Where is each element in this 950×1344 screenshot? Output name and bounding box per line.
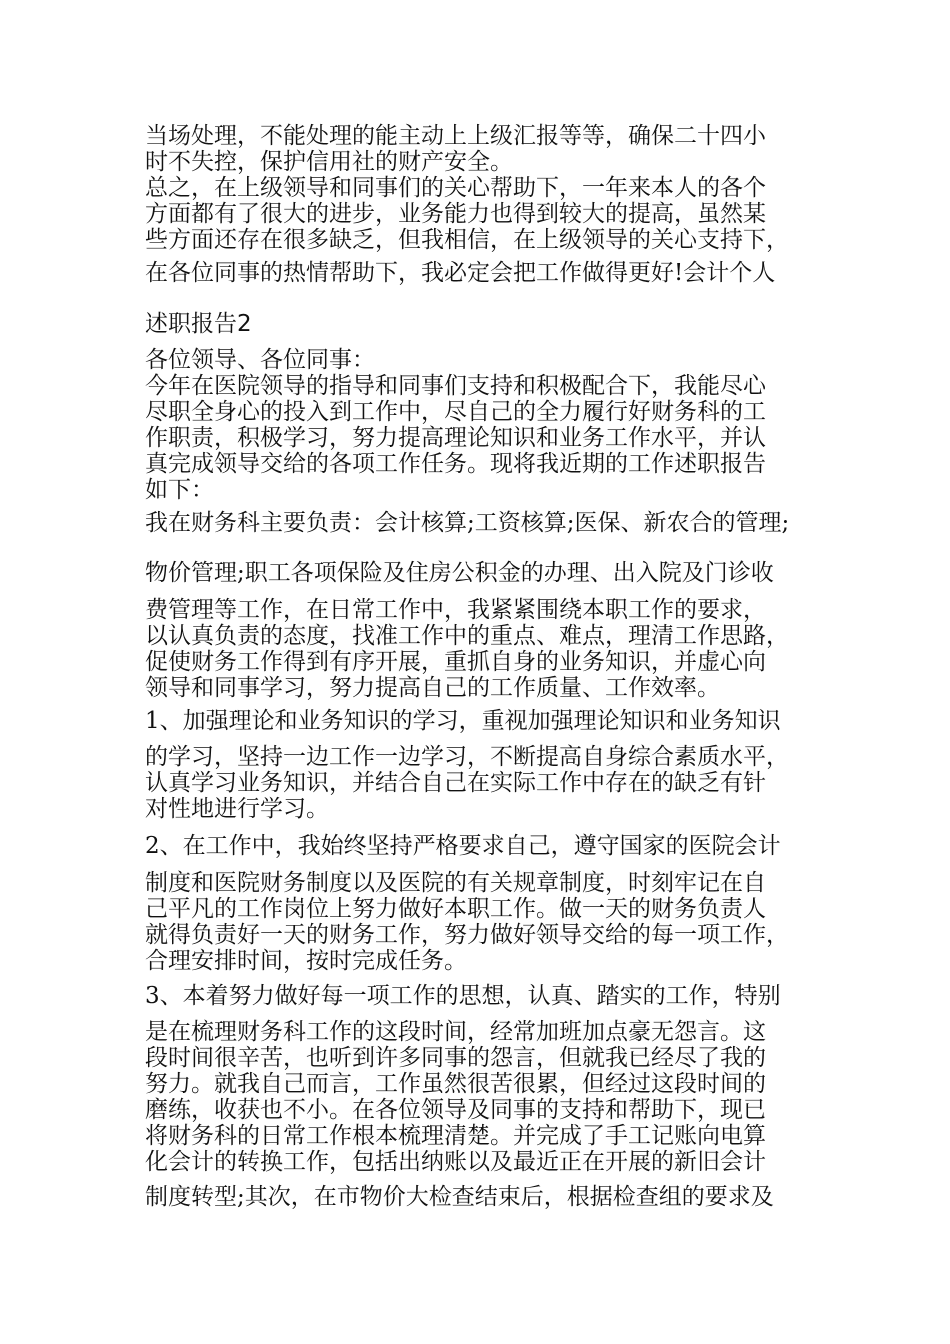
text-line: 如下：: [145, 477, 214, 503]
text-line: 总之，在上级领导和同事们的关心帮助下，一年来本人的各个: [145, 175, 766, 201]
text-line: 努力。就我自己而言，工作虽然很苦很累，但经过这段时间的: [145, 1071, 766, 1097]
text-line: 的学习，坚持一边工作一边学习，不断提高自身综合素质水平，: [145, 744, 789, 770]
text-line: 1、加强理论和业务知识的学习，重视加强理论知识和业务知识: [145, 708, 781, 734]
section-heading: [145, 311, 825, 337]
paragraph-16: [145, 1184, 825, 1210]
text-line: 作职责，积极学习，努力提高理论知识和业务工作水平，并认: [145, 425, 766, 451]
text-line: 尽职全身心的投入到工作中，尽自己的全力履行好财务科的工: [145, 399, 766, 425]
text-line: 合理安排时间，按时完成任务。: [145, 948, 467, 974]
text-line: 在各位同事的热情帮助下，我必定会把工作做得更好!会计个人: [145, 260, 776, 286]
paragraph-10: [145, 708, 825, 734]
text-line: 方面都有了很大的进步，业务能力也得到较大的提高，虽然某: [145, 201, 766, 227]
paragraph-6: [145, 373, 825, 503]
text-line: 时不失控，保护信用社的财产安全。: [145, 149, 513, 175]
text-line: 2、在工作中，我始终坚持严格要求自己，遵守国家的医院会计: [145, 833, 781, 859]
text-line: 将财务科的日常工作根本梳理清楚。并完成了手工记账向电算: [145, 1123, 766, 1149]
paragraph-2: [145, 175, 825, 253]
text-line: 促使财务工作得到有序开展，重抓自身的业务知识，并虚心向: [145, 649, 766, 675]
heading-text: 述职报告2: [145, 311, 252, 337]
text-line: 磨练，收获也不小。在各位领导及同事的支持和帮助下，现已: [145, 1097, 766, 1123]
paragraph-13: [145, 870, 825, 974]
text-line: 费管理等工作，在日常工作中，我紧紧围绕本职工作的要求，: [145, 597, 766, 623]
paragraph-9: [145, 597, 825, 701]
text-line: 认真学习业务知识，并结合自己在实际工作中存在的缺乏有针: [145, 770, 766, 796]
paragraph-14: [145, 983, 825, 1009]
paragraph-1: [145, 123, 825, 175]
text-line: 以认真负责的态度，找准工作中的重点、难点，理清工作思路，: [145, 623, 789, 649]
text-line: 领导和同事学习，努力提高自己的工作质量、工作效率。: [145, 675, 720, 701]
paragraph-12: [145, 833, 825, 859]
text-line: 我在财务科主要负责：会计核算;工资核算;医保、新农合的管理;: [145, 510, 790, 536]
text-line: 是在梳理财务科工作的这段时间，经常加班加点豪无怨言。这: [145, 1019, 766, 1045]
paragraph-3: [145, 260, 825, 286]
text-line: 些方面还存在很多缺乏，但我相信，在上级领导的关心支持下，: [145, 227, 789, 253]
text-line: 各位领导、各位同事：: [145, 347, 375, 373]
text-line: 己平凡的工作岗位上努力做好本职工作。做一天的财务负责人: [145, 896, 766, 922]
text-line: 真完成领导交给的各项工作任务。现将我近期的工作述职报告: [145, 451, 766, 477]
text-line: 物价管理;职工各项保险及住房公积金的办理、出入院及门诊收: [145, 560, 774, 586]
text-line: 今年在医院领导的指导和同事们支持和积极配合下，我能尽心: [145, 373, 766, 399]
paragraph-7: [145, 510, 825, 536]
text-line: 制度转型;其次，在市物价大检查结束后，根据检查组的要求及: [145, 1184, 774, 1210]
paragraph-15: [145, 1019, 825, 1175]
text-line: 化会计的转换工作，包括出纳账以及最近正在开展的新旧会计: [145, 1149, 766, 1175]
salutation: [145, 347, 825, 373]
text-line: 就得负责好一天的财务工作，努力做好领导交给的每一项工作，: [145, 922, 789, 948]
text-line: 当场处理，不能处理的能主动上上级汇报等等，确保二十四小: [145, 123, 766, 149]
text-line: 制度和医院财务制度以及医院的有关规章制度，时刻牢记在自: [145, 870, 766, 896]
text-line: 3、本着努力做好每一项工作的思想，认真、踏实的工作，特别: [145, 983, 781, 1009]
text-line: 对性地进行学习。: [145, 796, 329, 822]
paragraph-11: [145, 744, 825, 822]
paragraph-8: [145, 560, 825, 586]
text-line: 段时间很辛苦，也听到许多同事的怨言，但就我已经尽了我的: [145, 1045, 766, 1071]
